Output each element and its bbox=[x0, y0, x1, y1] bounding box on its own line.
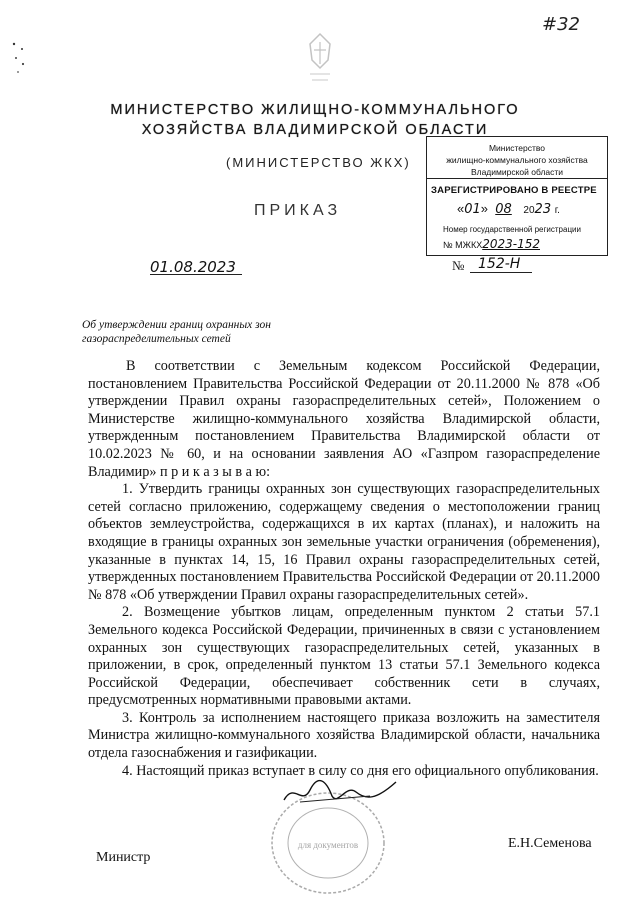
stamp-date-day: 01 bbox=[464, 202, 481, 217]
subject-line2: газораспределительных сетей bbox=[82, 333, 231, 345]
stamp-org-line3: Владимирской области bbox=[470, 167, 564, 177]
stamp-reg-number bbox=[443, 237, 540, 251]
document-number: 152-Н bbox=[478, 256, 521, 272]
document-body bbox=[88, 358, 600, 780]
order-title: ПРИКАЗ bbox=[254, 202, 342, 219]
document-number-label: № bbox=[452, 258, 465, 273]
order-item-3: 3. Контроль за исполнением настоящего приказа возложить на заместителя Министра жилищно-коммунального хозяйства Владимирской области, начальника отдела газоснабжения и газификации. bbox=[88, 709, 600, 762]
stamp-reg-number-label: Номер государственной регистрации bbox=[443, 225, 581, 234]
stamp-date-year-suffix: 23 bbox=[534, 202, 552, 217]
order-item-4: 4. Настоящий приказ вступает в силу со дня его официального опубликования. bbox=[122, 762, 599, 779]
stamp-date: «01» 08 2023 г. bbox=[457, 201, 560, 217]
order-item-2: 2. Возмещение убытков лицам, определенным пунктом 2 статьи 57.1 Земельного кодекса Российской Федерации, причиненных в связи с установлением охранных зон существующих газораспределительных сетей, указанных в приложении, в срок, определенный пунктом 13 статьи 57.1 Земельного кодекса Российской Федерации, обеспечивает собственник сети в случаях, предусмотренных нормативными правовыми актами. bbox=[88, 604, 600, 709]
scan-specks bbox=[8, 40, 28, 80]
signer-title: Министр bbox=[96, 850, 151, 865]
document-date-underline bbox=[150, 274, 242, 275]
stamp-date-year-prefix: 20 bbox=[523, 205, 535, 216]
stamp-date-month: 08 bbox=[495, 202, 512, 217]
ministry-title bbox=[90, 100, 540, 140]
registration-stamp bbox=[426, 136, 608, 256]
document-subject bbox=[82, 318, 322, 346]
ministry-title-line1: МИНИСТЕРСТВО ЖИЛИЩНО-КОММУНАЛЬНОГО bbox=[110, 102, 520, 118]
stamp-organization bbox=[427, 137, 607, 179]
ministry-title-line2: ХОЗЯЙСТВА ВЛАДИМИРСКОЙ ОБЛАСТИ bbox=[141, 122, 489, 138]
stamp-reg-number-prefix: № МЖКХ bbox=[443, 240, 483, 250]
stamp-org-line1: Министерство bbox=[488, 143, 546, 153]
handwritten-signature bbox=[280, 776, 400, 808]
preamble-paragraph: В соответствии с Земельным кодексом Российской Федерации, постановлением Правительства Российской Федерации от 20.11.2000 № 878 «Об утверждении Правил охраны газораспределительных сетей», Положением о Министерстве жилищно-коммунального хозяйства Владимирской области, утвержденным постановлением Правительства Владимирской области от 10.02.2023 № 60, и на основании заявления АО «Газпром газораспределение Владимир» п р и к а з ы в а ю: bbox=[88, 358, 600, 480]
ministry-short-name: (МИНИСТЕРСТВО ЖКХ) bbox=[226, 155, 411, 170]
document-number-underline bbox=[470, 272, 532, 273]
stamp-date-suffix: г. bbox=[554, 205, 560, 216]
coat-of-arms-emblem bbox=[302, 30, 338, 90]
order-item-1: 1. Утвердить границы охранных зон существующих газораспределительных сетей согласно приложению, содержащему сведения о местоположении границ объектов землеустройства, содержащихся в их картах (планах), и наложить на входящие в границы охранных зон земельные участки ограничения (обременения), указанные в пунктах 14, 15, 16 Правил охраны газораспределительных сетей, утвержденных постановлением Правительства Российской Федерации от 20.11.2000 № 878 «Об утверждении Правил охраны газораспределительных сетей». bbox=[88, 481, 600, 603]
subject-line1: Об утверждении границ охранных зон bbox=[82, 319, 271, 331]
stamp-reg-number-value: 2023-152 bbox=[482, 237, 540, 251]
document-date: 01.08.2023 bbox=[150, 258, 236, 276]
stamp-org-line2: жилищно-коммунального хозяйства bbox=[446, 155, 588, 165]
seal-text: для документов bbox=[297, 840, 359, 850]
stamp-registered-label: ЗАРЕГИСТРИРОВАНО В РЕЕСТРЕ bbox=[431, 185, 597, 196]
signer-name: Е.Н.Семенова bbox=[508, 836, 592, 851]
archive-number-mark: #32 bbox=[542, 14, 580, 35]
